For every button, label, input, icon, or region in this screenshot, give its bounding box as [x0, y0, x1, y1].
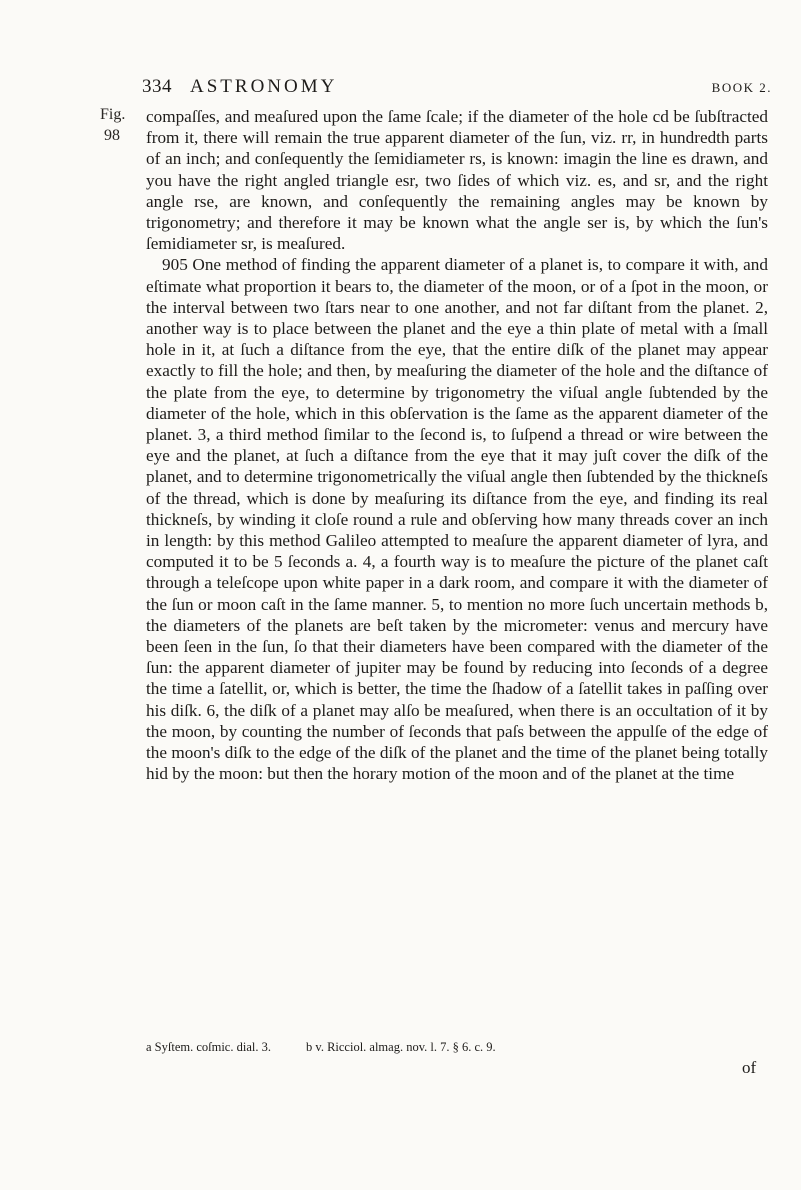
paragraph-905: 905 One method of finding the apparent diameter of a planet is, to compare it with, and eſtimate what proportion it bears to, the diameter of the moon, or of a ſpot in the moon, or the interval between two ſtars near to one another, and not far diſtant from the planet. 2, another way is to place between the planet and the eye a thin plate of metal with a ſmall hole in it, at ſuch a diſtance from the eye, that the entire diſk of the planet may appear exactly to fill the hole; and then, by meaſuring the diameter of the hole and the diſtance of the plate from the eye, to determine by trigonometry the viſual angle ſubtended by the diameter of the hole, which in this obſervation is the ſame as the apparent diameter of the planet. 3, a third method ſimilar to the ſecond is, to ſuſpend a thread or wire between the eye and the planet, at ſuch a diſtance from the eye that it may juſt cover the diſk of the planet, and to determine trigonometrically the viſual angle then ſubtended by the thickneſs of the thread, which is done by meaſuring its diſtance from the eye, and finding its real thickneſs, by winding it cloſe round a rule and obſerving how many threads cover an inch in length: by this method Galileo attempted to meaſure the apparent diameter of lyra, and computed it to be 5 ſeconds a. 4, a fourth way is to meaſure the picture of the planet caſt through a teleſcope upon white paper in a dark room, and compare it with the diameter of the ſun or moon caſt in the ſame manner. 5, to mention no more ſuch uncertain methods b, the diameters of the planets are beſt taken by the micrometer: venus and mercury have been ſeen in the ſun, ſo that their diameters have been compared with the diameter of the ſun: the apparent diameter of jupiter may be found by reducing into ſeconds of a degree the time a ſatellit, or, which is better, the time the ſhadow of a ſatellit takes in paſſing over his diſk. 6, the diſk of a planet may alſo be meaſured, when there is an occultation of it by the moon, by counting the number of ſeconds that paſs between the appulſe of the edge of the moon's diſk to the edge of the diſk of the planet and the time of the planet being totally hid by the moon: but then the horary motion of the moon and of the planet at the time: [146, 255, 768, 784]
footnotes: [146, 1040, 768, 1055]
running-title: ASTRONOMY: [190, 76, 338, 97]
catchword: of: [742, 1058, 757, 1077]
body-text: [146, 106, 768, 785]
book-label: BOOK 2.: [711, 80, 772, 95]
running-header: [100, 74, 772, 104]
margin-fig-number: 98: [104, 127, 120, 144]
margin-fig-label: Fig.: [100, 106, 126, 123]
paragraph-continued: compaſſes, and meaſured upon the ſame ſcale; if the diameter of the hole cd be ſubſtracted from it, there will remain the true apparent diameter of the ſun, viz. rr, in hundredth parts of an inch; and conſequently the ſemidiameter rs, is known: imagin the line es drawn, and you have the right angled triangle esr, two ſides of which viz. es, and sr, and the right angle rse, are known, and conſequently the remaining angles may be known by trigonometry; and therefore it may be known what the angle ser is, by which the ſun's ſemidiameter sr, is meaſured.: [146, 107, 768, 254]
footnote-b: b v. Ricciol. almag. nov. l. 7. § 6. c. 9.: [306, 1040, 496, 1054]
footnote-a: a Syſtem. coſmic. dial. 3.: [146, 1040, 271, 1054]
page: [100, 74, 772, 104]
page-number: 334: [142, 76, 172, 97]
